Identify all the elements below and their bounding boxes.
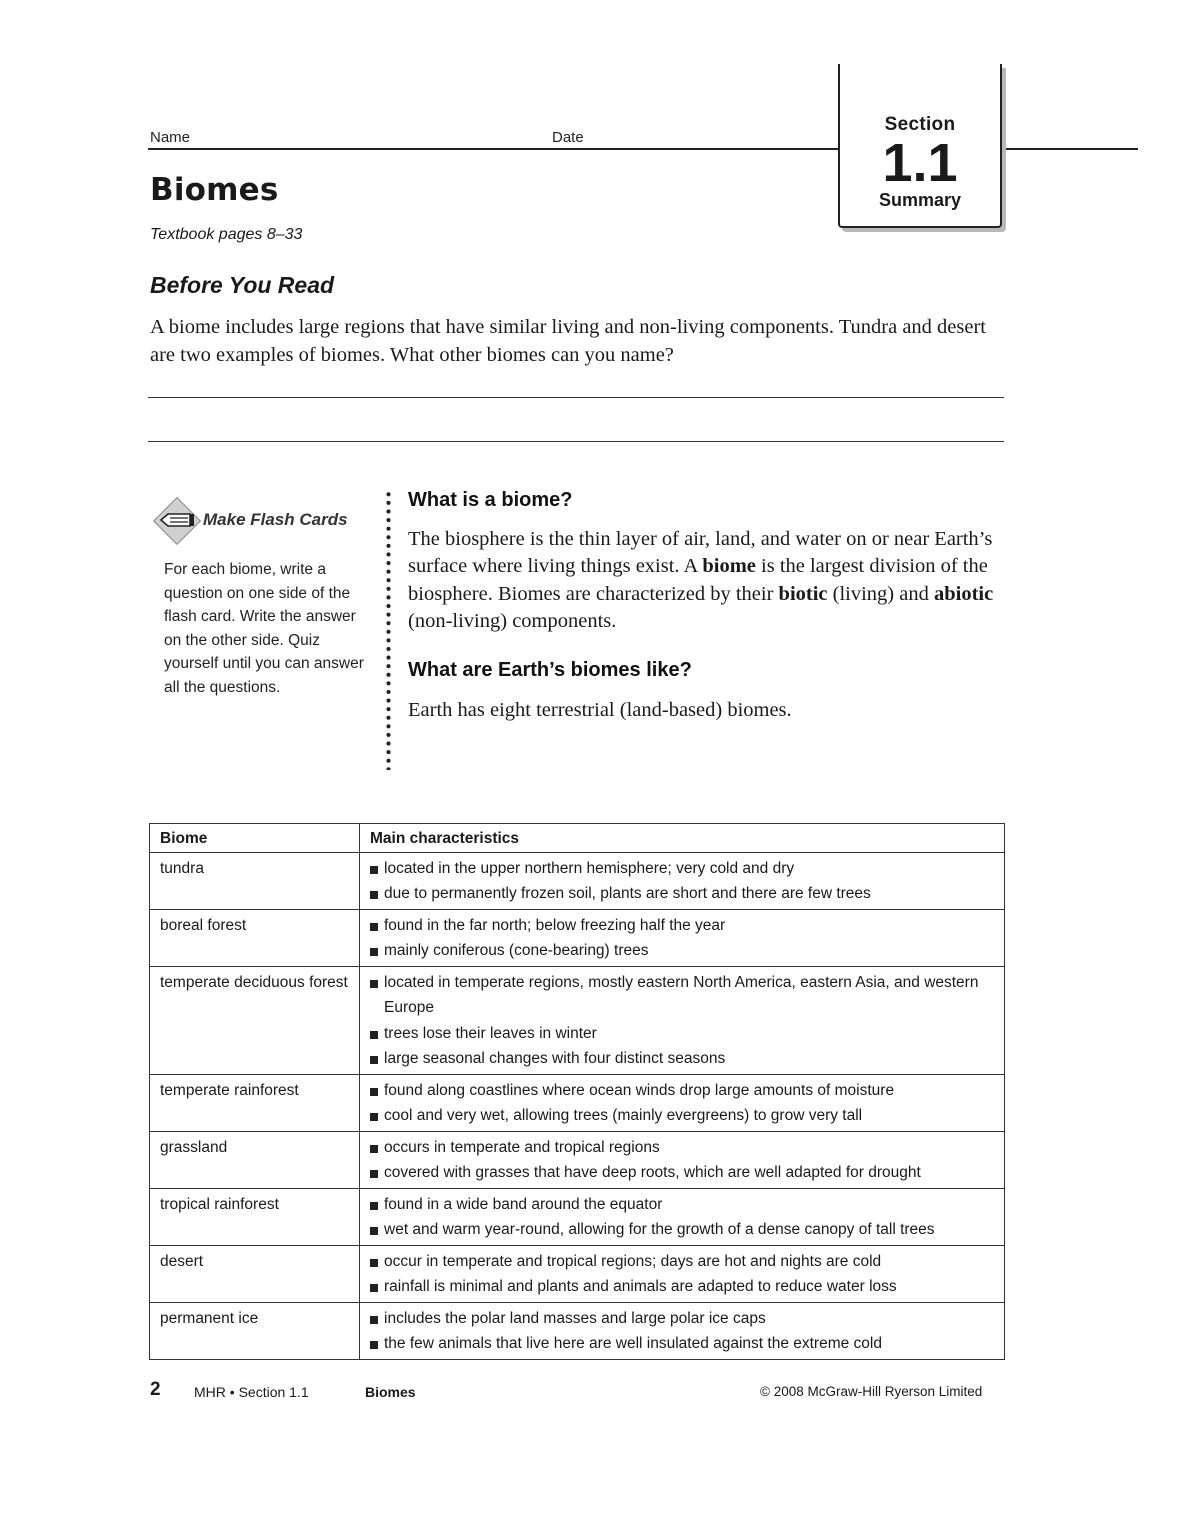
answer-line-1[interactable] [148, 397, 1004, 398]
biome-name-cell: permanent ice [150, 1302, 360, 1359]
biome-name-cell: tropical rainforest [150, 1188, 360, 1245]
biome-name-cell: temperate deciduous forest [150, 966, 360, 1074]
before-you-read-text: A biome includes large regions that have similar living and non-living components. Tundra and desert are two examples of biomes. What other biomes can you name? [150, 316, 986, 366]
characteristic-item: found in the far north; below freezing half the year [370, 913, 994, 939]
characteristics-cell [360, 1188, 1005, 1245]
characteristic-item: cool and very wet, allowing trees (mainly evergreens) to grow very tall [370, 1103, 994, 1129]
characteristics-cell [360, 966, 1005, 1074]
biome-name-cell: grassland [150, 1131, 360, 1188]
characteristics-cell [360, 1074, 1005, 1131]
characteristic-item: rainfall is minimal and plants and animals are adapted to reduce water loss [370, 1274, 994, 1300]
footer-source: MHR • Section 1.1 [194, 1384, 309, 1400]
biome-name-cell: tundra [150, 852, 360, 909]
term-abiotic: abiotic [933, 582, 994, 605]
header-rule [148, 148, 840, 150]
characteristic-item: wet and warm year-round, allowing for the growth of a dense canopy of tall trees [370, 1217, 994, 1243]
characteristic-item: due to permanently frozen soil, plants are short and there are few trees [370, 881, 994, 907]
characteristics-cell [360, 909, 1005, 966]
term-biotic: biotic [778, 582, 828, 605]
table-row [150, 1074, 1005, 1131]
table-row [150, 852, 1005, 909]
biome-name-cell: boreal forest [150, 909, 360, 966]
biome-name-cell: desert [150, 1245, 360, 1302]
biomes-table [149, 823, 1005, 1360]
characteristic-item: large seasonal changes with four distinct seasons [370, 1046, 994, 1072]
footer-topic: Biomes [365, 1384, 416, 1400]
section-tab [838, 64, 1002, 228]
section-text-biomes-like: Earth has eight terrestrial (land-based) biomes. [408, 699, 792, 721]
characteristic-item: found along coastlines where ocean winds drop large amounts of moisture [370, 1078, 994, 1104]
section-number: 1.1 [882, 133, 958, 193]
flash-cards-title: Make Flash Cards [203, 510, 348, 529]
dotted-divider [386, 490, 391, 770]
biome-name-cell: temperate rainforest [150, 1074, 360, 1131]
answer-line-2[interactable] [148, 441, 1004, 442]
table-row [150, 909, 1005, 966]
characteristics-cell [360, 1302, 1005, 1359]
characteristic-item: trees lose their leaves in winter [370, 1021, 994, 1047]
table-row [150, 1188, 1005, 1245]
before-you-read-heading: Before You Read [150, 272, 335, 298]
date-label: Date [552, 129, 584, 146]
characteristics-cell [360, 852, 1005, 909]
characteristics-cell [360, 1131, 1005, 1188]
page-number: 2 [150, 1379, 161, 1400]
footer-copyright: © 2008 McGraw-Hill Ryerson Limited [760, 1384, 983, 1399]
table-row [150, 1131, 1005, 1188]
header-rule-right [998, 148, 1138, 150]
name-label: Name [150, 129, 191, 146]
table-row [150, 1302, 1005, 1359]
section-text-what-is-biome: The biosphere is the thin layer of air, land, and water on or near Earth’s surface where living things exist. A biome is the largest division of the biosphere. Biomes are characterized by their biotic (living) and abiotic (non-living) components. [408, 528, 994, 632]
flash-cards-text: For each biome, write a question on one side of the flash card. Write the answer on the other side. Quiz yourself until you can answer all the questions. [164, 561, 364, 696]
table-row [150, 966, 1005, 1074]
characteristic-item: the few animals that live here are well insulated against the extreme cold [370, 1331, 994, 1357]
characteristic-item: occur in temperate and tropical regions; days are hot and nights are cold [370, 1249, 994, 1275]
column-header-biome: Biome [150, 824, 360, 853]
pencil-icon [152, 496, 200, 544]
characteristic-item: occurs in temperate and tropical regions [370, 1135, 994, 1161]
characteristics-cell [360, 1245, 1005, 1302]
table-header-row [150, 824, 1005, 853]
textbook-pages: Textbook pages 8–33 [150, 226, 303, 243]
characteristic-item: located in temperate regions, mostly eastern North America, eastern Asia, and western Europe [370, 970, 994, 1021]
section-kind: Summary [878, 190, 962, 210]
characteristic-item: includes the polar land masses and large polar ice caps [370, 1306, 994, 1332]
characteristic-item: covered with grasses that have deep roots, which are well adapted for drought [370, 1160, 994, 1186]
term-biome: biome [702, 555, 756, 578]
column-header-characteristics: Main characteristics [360, 824, 1005, 853]
section-heading-biomes-like: What are Earth’s biomes like? [408, 659, 692, 681]
characteristic-item: mainly coniferous (cone-bearing) trees [370, 938, 994, 964]
characteristic-item: located in the upper northern hemisphere; very cold and dry [370, 856, 994, 882]
page-title: Biomes [150, 172, 279, 208]
section-label: Section [884, 114, 956, 135]
section-heading-what-is-biome: What is a biome? [408, 489, 573, 511]
table-row [150, 1245, 1005, 1302]
characteristic-item: found in a wide band around the equator [370, 1192, 994, 1218]
